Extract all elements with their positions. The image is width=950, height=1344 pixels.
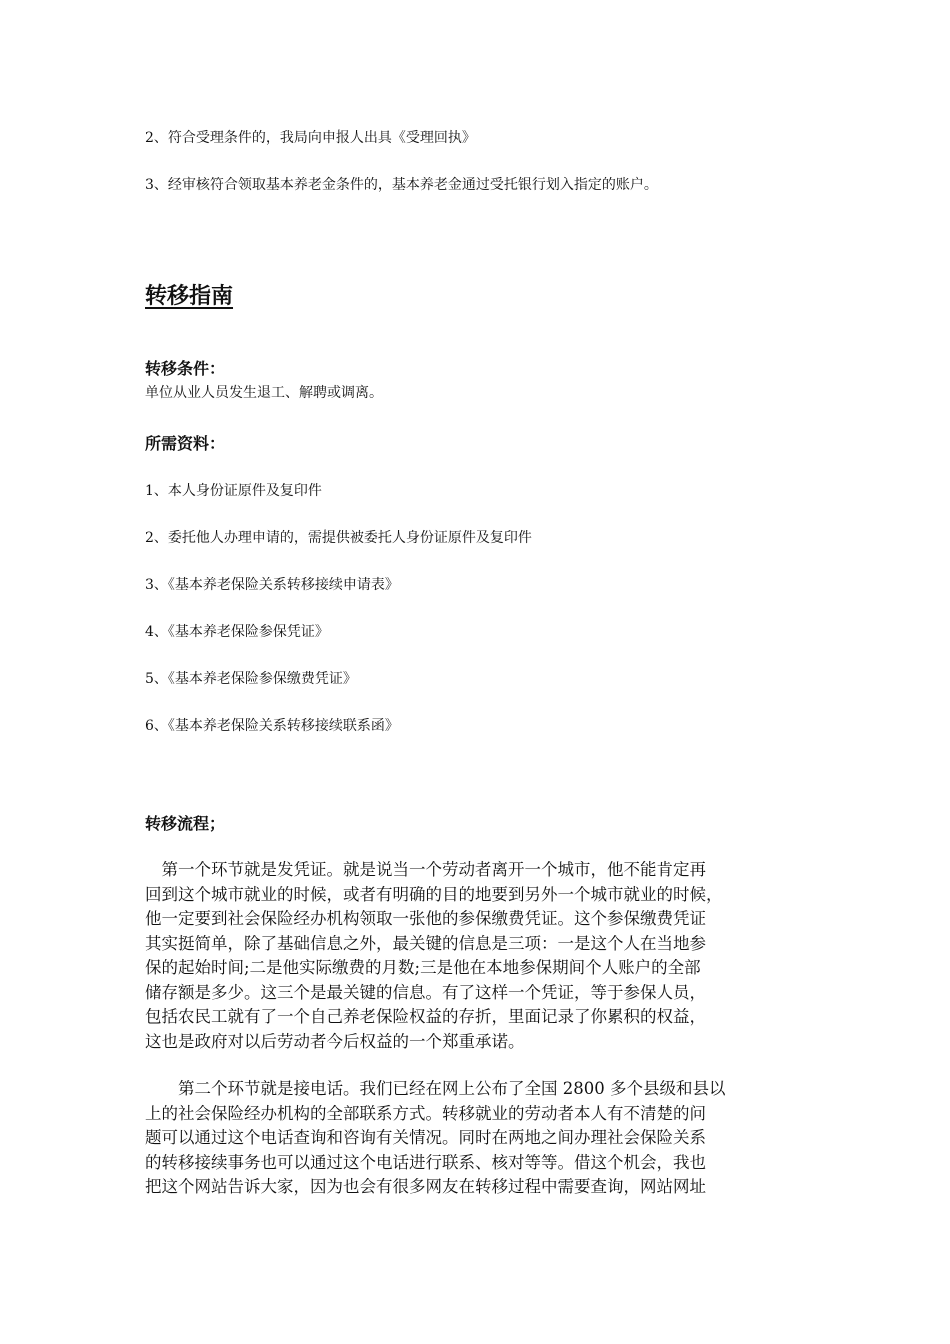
list-item: 2、符合受理条件的，我局向申报人出具《受理回执》 xyxy=(145,130,476,146)
list-item: 1、本人身份证原件及复印件 xyxy=(145,483,322,499)
section-title: 转移指南 xyxy=(145,284,234,309)
paragraph-line: 的转移接续事务也可以通过这个电话进行联系、核对等等。借这个机会，我也 xyxy=(145,1152,706,1172)
paragraph-line: 其实挺简单，除了基础信息之外，最关键的信息是三项：一是这个人在当地参 xyxy=(145,933,706,953)
paragraph-line: 第一个环节就是发凭证。就是说当一个劳动者离开一个城市，他不能肯定再 xyxy=(145,860,706,879)
conditions-title: 转移条件： xyxy=(145,359,226,378)
paragraph-line: 保的起始时间;二是他实际缴费的月数;三是他在本地参保期间个人账户的全部 xyxy=(145,958,701,977)
materials-title: 所需资料： xyxy=(145,434,226,453)
paragraph-line: 把这个网站告诉大家，因为也会有很多网友在转移过程中需要查询，网站网址 xyxy=(145,1177,706,1196)
list-item: 6、《基本养老保险关系转移接续联系函》 xyxy=(145,718,399,734)
list-item: 5、《基本养老保险参保缴费凭证》 xyxy=(145,671,357,687)
list-item: 3、经审核符合领取基本养老金条件的，基本养老金通过受托银行划入指定的账户。 xyxy=(145,177,658,193)
list-item: 4、《基本养老保险参保凭证》 xyxy=(145,624,329,640)
paragraph-line: 储存额是多少。这三个是最关键的信息。有了这样一个凭证，等于参保人员， xyxy=(145,982,706,1002)
paragraph-line: 第二个环节就是接电话。我们已经在网上公布了全国 2800 多个县级和县以 xyxy=(145,1079,726,1098)
paragraph-line: 回到这个城市就业的时候，或者有明确的目的地要到另外一个城市就业的时候， xyxy=(145,884,723,904)
process-paragraph-2 xyxy=(145,1077,810,1200)
list-item: 2、委托他人办理申请的，需提供被委托人身份证原件及复印件 xyxy=(145,530,532,546)
paragraph-line: 题可以通过这个电话查询和咨询有关情况。同时在两地之间办理社会保险关系 xyxy=(145,1128,706,1147)
paragraph-line: 这也是政府对以后劳动者今后权益的一个郑重承诺。 xyxy=(145,1031,525,1051)
paragraph-line: 包括农民工就有了一个自己养老保险权益的存折，里面记录了你累积的权益， xyxy=(145,1007,706,1026)
process-title: 转移流程； xyxy=(145,814,226,833)
conditions-text: 单位从业人员发生退工、解聘或调离。 xyxy=(145,385,383,401)
list-item: 3、《基本养老保险关系转移接续申请表》 xyxy=(145,577,399,593)
paragraph-line: 上的社会保险经办机构的全部联系方式。转移就业的劳动者本人有不清楚的问 xyxy=(145,1103,706,1123)
paragraph-line: 他一定要到社会保险经办机构领取一张他的参保缴费凭证。这个参保缴费凭证 xyxy=(145,909,706,928)
process-paragraph-1 xyxy=(145,858,810,1054)
